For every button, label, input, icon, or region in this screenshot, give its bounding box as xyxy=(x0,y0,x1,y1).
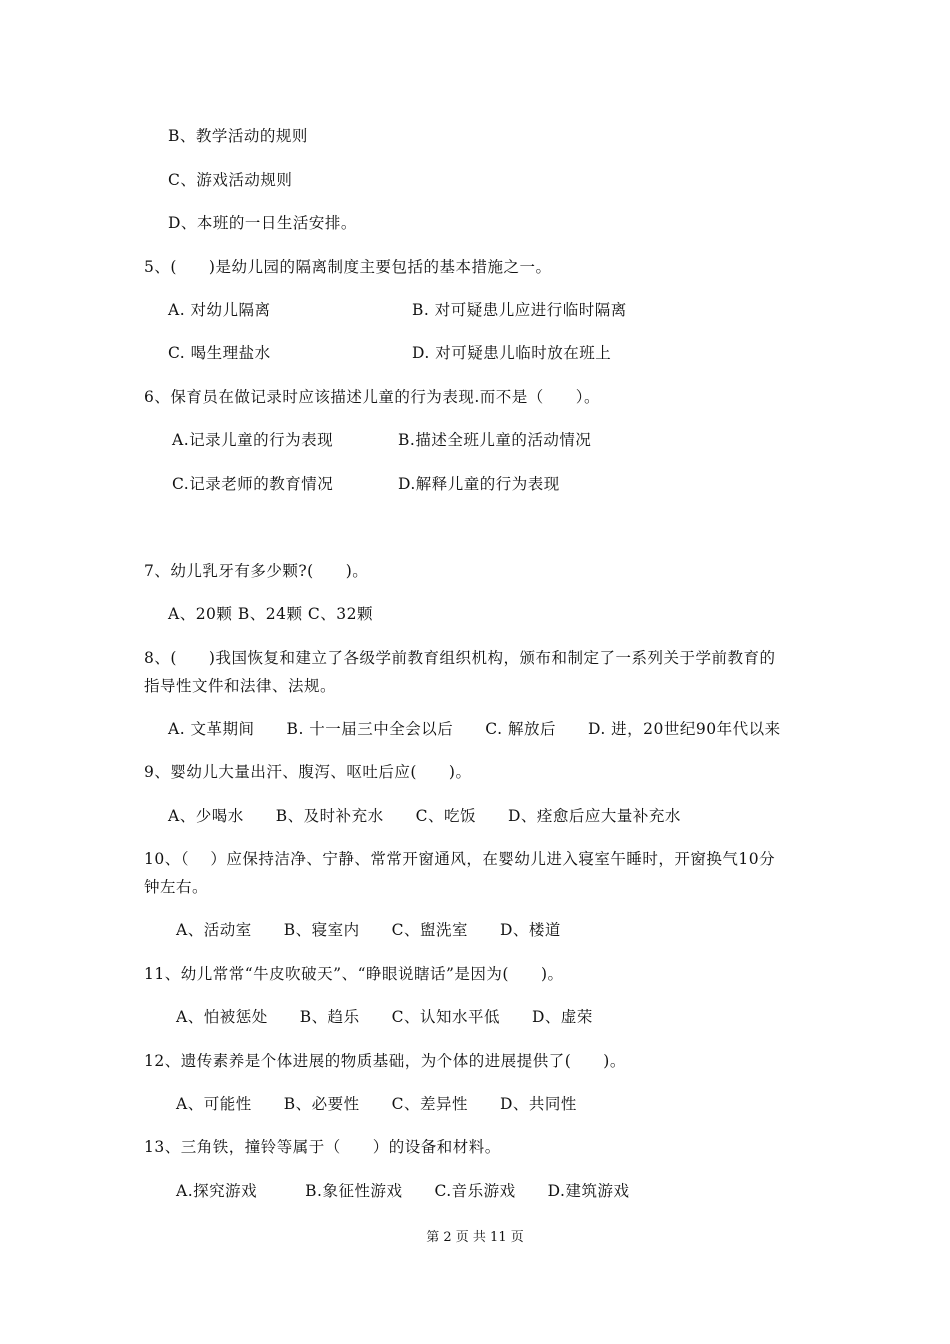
q6-option-c: C.记录老师的教育情况 xyxy=(172,475,334,493)
q12-options: A、可能性 B、必要性 C、差异性 D、共同性 xyxy=(176,1095,577,1113)
q7-options: A、20颗 B、24颗 C、32颗 xyxy=(168,605,373,623)
q11-options: A、怕被惩处 B、趋乐 C、认知水平低 D、虚荣 xyxy=(176,1008,593,1026)
q13-stem: 13、三角铁，撞铃等属于（ ）的设备和材料。 xyxy=(144,1138,501,1156)
q5-option-a: A. 对幼儿隔离 xyxy=(168,301,271,319)
q11-stem: 11、幼儿常常“牛皮吹破天”、“睁眼说瞎话”是因为( )。 xyxy=(144,965,564,983)
q6-option-a: A.记录儿童的行为表现 xyxy=(172,431,334,449)
q5-option-c: C. 喝生理盐水 xyxy=(168,344,271,362)
q12-stem: 12、遗传素养是个体进展的物质基础，为个体的进展提供了( )。 xyxy=(144,1052,626,1070)
q10-options: A、活动室 B、寝室内 C、盥洗室 D、楼道 xyxy=(176,921,561,939)
q4-option-d: D、本班的一日生活安排。 xyxy=(168,214,357,232)
q6-stem: 6、保育员在做记录时应该描述儿童的行为表现.而不是（ ）。 xyxy=(144,388,601,406)
q10-stem-line1: 10、（ ）应保持洁净、宁静、常常开窗通风，在婴幼儿进入寝室午睡时，开窗换气10分 xyxy=(144,850,776,868)
page-footer: 第 2 页 共 11 页 xyxy=(426,1230,524,1245)
q5-option-b: B. 对可疑患儿应进行临时隔离 xyxy=(412,301,627,319)
q6-option-b: B.描述全班儿童的活动情况 xyxy=(398,431,592,449)
q6-option-d: D.解释儿童的行为表现 xyxy=(398,475,560,493)
q8-stem-line2: 指导性文件和法律、法规。 xyxy=(144,677,337,695)
q7-stem: 7、幼儿乳牙有多少颗?( )。 xyxy=(144,562,369,580)
q8-stem-line1: 8、( )我国恢复和建立了各级学前教育组织机构，颁布和制定了一系列关于学前教育的 xyxy=(144,649,776,667)
q10-stem-line2: 钟左右。 xyxy=(144,878,209,896)
q8-options: A. 文革期间 B. 十一届三中全会以后 C. 解放后 D. 进，20世纪90年代以来 xyxy=(168,720,781,738)
q5-option-d: D. 对可疑患儿临时放在班上 xyxy=(412,344,612,362)
q4-option-b: B、教学活动的规则 xyxy=(168,127,308,145)
q5-stem: 5、( )是幼儿园的隔离制度主要包括的基本措施之一。 xyxy=(144,258,552,276)
q9-options: A、少喝水 B、及时补充水 C、吃饭 D、痊愈后应大量补充水 xyxy=(168,807,681,825)
q4-option-c: C、游戏活动规则 xyxy=(168,171,293,189)
q9-stem: 9、婴幼儿大量出汗、腹泻、呕吐后应( )。 xyxy=(144,763,472,781)
q13-options: A.探究游戏 B.象征性游戏 C.音乐游戏 D.建筑游戏 xyxy=(176,1182,630,1200)
